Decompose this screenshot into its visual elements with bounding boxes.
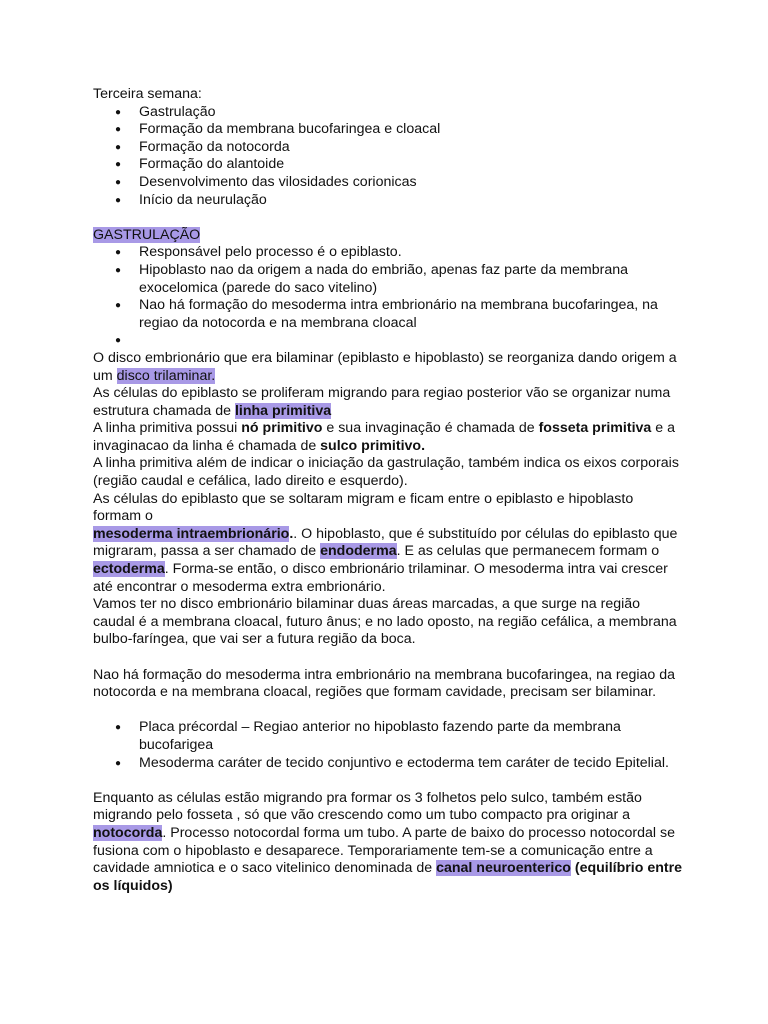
heading-highlight: GASTRULAÇÃO xyxy=(93,226,201,243)
highlight: canal neuroenterico xyxy=(436,860,571,877)
highlight: linha primitiva xyxy=(234,402,332,419)
bullets-list xyxy=(93,719,683,772)
list-item xyxy=(93,332,683,350)
text: . E as celulas que permanecem formam o xyxy=(396,543,660,560)
text: . xyxy=(289,525,294,542)
list-item: ● Hipoblasto nao da origem a nada do embrião, apenas faz parte da membrana exocelomica (parede do saco vitelino) xyxy=(93,262,683,297)
list-item: ● Desenvolvimento das vilosidades corionicas xyxy=(93,174,683,192)
bold-term: (equilíbrio entre os líquidos) xyxy=(93,860,683,894)
highlight: endoderma xyxy=(320,543,397,560)
list-item: ● Início da neurulação xyxy=(93,192,683,210)
list-item: ● Mesoderma caráter de tecido conjuntivo e ectoderma tem caráter de tecido Epitelial. xyxy=(93,755,683,773)
list-item: ● Nao há formação do mesoderma intra embrionário na membrana bucofaringea, na regiao da notocorda e na membrana cloacal xyxy=(93,297,683,332)
paragraph xyxy=(93,790,683,896)
list-item: ● Responsável pelo processo é o epiblasto. xyxy=(93,244,683,262)
highlight: notocorda xyxy=(93,824,163,841)
highlight: disco trilaminar. xyxy=(116,367,216,384)
paragraph xyxy=(93,526,683,596)
paragraph xyxy=(93,420,683,455)
bold-term: fosseta primitiva xyxy=(538,420,652,437)
gastrulacao-list xyxy=(93,244,683,350)
text: . Processo notocordal forma um tubo. A parte de baixo do processo notocordal se fusiona com o hipoblasto e desaparece. Temporariamente tem-se a comunicação entre a cavidade amniotica e o saco vitelinico denominada de xyxy=(93,824,675,877)
text: . O hipoblasto, que é substituído por células do epiblasto que migraram, passa a ser chamado de xyxy=(93,525,678,560)
paragraph xyxy=(93,385,683,420)
document-body xyxy=(93,86,683,895)
text: e sua invaginação é chamada de xyxy=(322,420,539,437)
section-heading xyxy=(93,227,683,245)
highlight: mesoderma intraembrionário xyxy=(93,525,290,542)
text: O disco embrionário que era bilaminar (epiblasto e hipoblasto) se reorganiza dando origem a um xyxy=(93,349,677,384)
list-item: ● Formação do alantoide xyxy=(93,156,683,174)
text: A linha primitiva possui xyxy=(93,420,242,437)
list-item: ● Placa précordal – Regiao anterior no hipoblasto fazendo parte da membrana bucofarigea xyxy=(93,719,683,754)
list-item: ● Formação da membrana bucofaringea e cloacal xyxy=(93,121,683,139)
paragraph: Nao há formação do mesoderma intra embrionário na membrana bucofaringea, na regiao da notocorda e na membrana cloacal, regiões que formam cavidade, precisam ser bilaminar. xyxy=(93,666,676,701)
bold-term: sulco primitivo. xyxy=(320,437,426,454)
week-list xyxy=(93,104,683,210)
text: As células do epiblasto se proliferam migrando para regiao posterior vão se organizar numa estrutura chamada de xyxy=(93,385,671,419)
paragraph: A linha primitiva além de indicar o iniciação da gastrulação, também indica os eixos corporais (região caudal e cefálica, lado direito e esquerdo). xyxy=(93,455,679,490)
week-title: Terceira semana: xyxy=(93,86,202,102)
paragraph: Vamos ter no disco embrionário bilaminar duas áreas marcadas, a que surge na região caudal é a membrana cloacal, futuro ânus; e no lado oposto, na região cefálica, a membrana bulbo-faríngea, que vai ser a futura região da boca. xyxy=(93,596,677,648)
highlight: ectoderma xyxy=(93,561,165,578)
bold-term: nó primitivo xyxy=(241,420,323,437)
paragraph xyxy=(93,350,683,385)
text: e a invaginacao da linha é chamada de xyxy=(93,420,675,454)
text: Enquanto as células estão migrando pra formar os 3 folhetos pelo sulco, também estão migrando pelo fosseta , só que vão crescendo como um tubo compacto pra originar a xyxy=(93,789,642,824)
text: . Forma-se então, o disco embrionário trilaminar. O mesoderma intra vai crescer até encontrar o mesoderma extra embrionário. xyxy=(93,561,668,595)
list-item: ● Gastrulação xyxy=(93,104,683,122)
list-item: ● Formação da notocorda xyxy=(93,139,683,157)
paragraph: As células do epiblasto que se soltaram migram e ficam entre o epiblasto e hipoblasto formam o xyxy=(93,490,634,525)
